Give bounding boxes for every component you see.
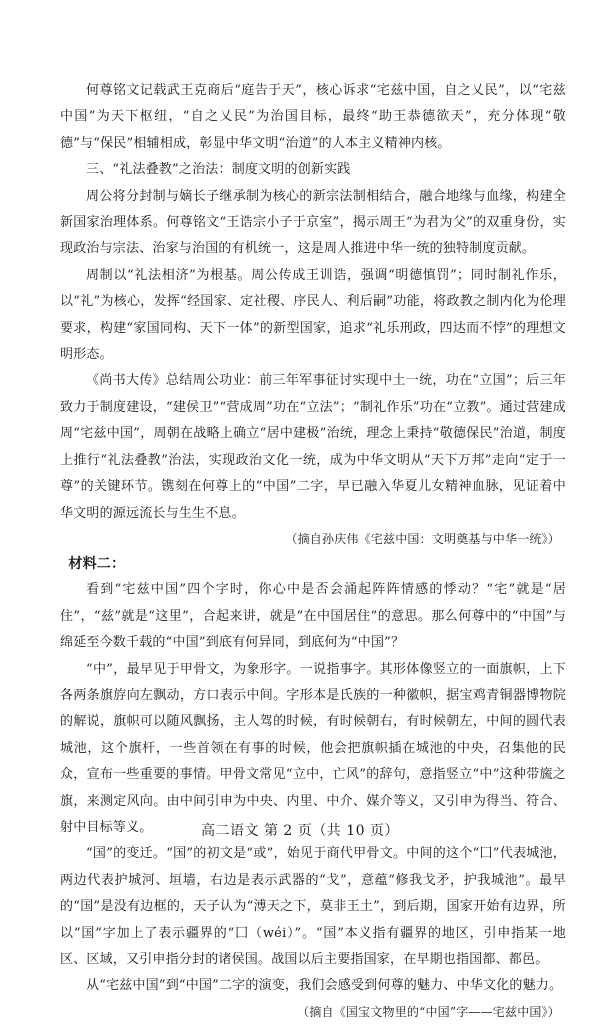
paragraph-conclusion: 从“宅兹中国”到“中国”二字的演变，我们会感受到何尊的魅力、中华文化的魅力。 [86,978,563,994]
paragraph-zongfa-system: 周公将分封制与嫡长子继承制为核心的新宗法制相结合，融合地缘与血缘，构建全新国家治理体系。何尊铭文“王诰宗小子于京室”，揭示周王“为君为父”的双重身份，实现政治与宗法、治家与治国的有机统一，这是周人推进中华一统的独特制度贡献。 [60,188,566,257]
paragraph-heyzun-inscription: 何尊铭文记载武王克商后“庭告于天”，核心诉求“宅兹中国，自之乂民”，以“宅兹中国”为天下枢纽，“自之乂民”为治国目标，最终“助王恭德欲天”，充分体现“敬德”与“保民”相辅相成，彰显中华文明“治道”的人本主义精神内核。 [60,83,566,151]
paragraph-shangshu-dazhuan: 《尚书大传》总结周公功业：前三年军事征讨实现中土一统，功在“立国”；后三年致力于制度建设，“建侯卫”“营成周”功在“立法”；“制礼作乐”功在“立教”。通过营建成周“宅兹中国”，周朝在战略上确立“居中建极”治统，理念上秉持“敬德保民”治道，制度上推行“礼法叠教”治法，实现政治文化一统，成为中华文明从“天下万邦”走向“定于一尊”的关键环节。镌刻在何尊上的“中国”二字，早已融入华夏儿女精神血脉，见证着中华文明的源远流长与生生不息。 [60,373,566,521]
paragraph-guo-character: “国”的变迁。“国”的初文是“或”，始见于商代甲骨文。中间的这个“囗”代表城池，两边代表护城河、垣墙，右边是表示武器的“戈”，意蕴“修我戈矛，护我城池”。最早的“国”是没有边框的，天子认为“溥天之下，莫非王土”，到后期，国家开始有边界，所以“国”字加上了表示疆界的“囗（wéi）”。“国”本义指有疆界的地区，引申指某一地区、区域，又引申指分封的诸侯国。战国以后主要指国家，在早期也指国都、都邑。 [60,846,566,967]
material-2-title: 材料二： [68,555,126,572]
section-heading-3: 三、“礼法叠教”之治法：制度文明的创新实践 [86,162,351,178]
paragraph-zhong-character: “中”，最早见于甲骨文，为象形字。一说指事字。其形体像竖立的一面旗帜，上下各两条旗斿向左飘动，方口表示中间。字形本是氏族的一种徽帜，据宝鸡青铜器博物院的解说，旗帜可以随风飘扬，主人驾的时候，有时候朝右，有时候朝左，中间的圆代表城池，这个旗杆，一些首领在有事的时候，他会把旗帜插在城池的中央，召集他的民众，宣布一些重要的事情。甲骨文常见“立中，亡风”的辞句，意指竖立“中”这种带旒之旗，来测定风向。由中间引申为中央、内里、中介、媒介等义，又引申为得当、符合、射中目标等义。 [60,661,566,835]
paragraph-li-fa: 周制以“礼法相济”为根基。周公传成王训诰，强调“明德慎罚”；同时制礼作乐，以“礼”为核心，发挥“经国家、定社稷、序民人、利后嗣”功能，将政教之制内化为伦理要求，构建“家国同构、天下一体”的新型国家，追求“礼乐刑政，四达而不悖”的理想文明形态。 [60,267,566,363]
source-citation-2: （摘自《国宝文物里的“中国”字——宅兹中国》） [297,1004,560,1019]
paragraph-zhai-zi-zhongguo: 看到“宅兹中国”四个字时，你心中是否会涌起阵阵情感的悸动？“宅”就是“居住”，“兹”就是“这里”，合起来讲，就是“在中国居住”的意思。那么何尊中的“中国”与绵延至今数千载的“中国”到底有何异同，到底何为“中国”？ [60,582,566,651]
source-citation-1: （摘自孙庆伟《宅兹中国：文明奠基与中华一统》） [285,531,560,546]
page-footer: 高二语文 第 2 页（共 10 页） [201,823,399,839]
